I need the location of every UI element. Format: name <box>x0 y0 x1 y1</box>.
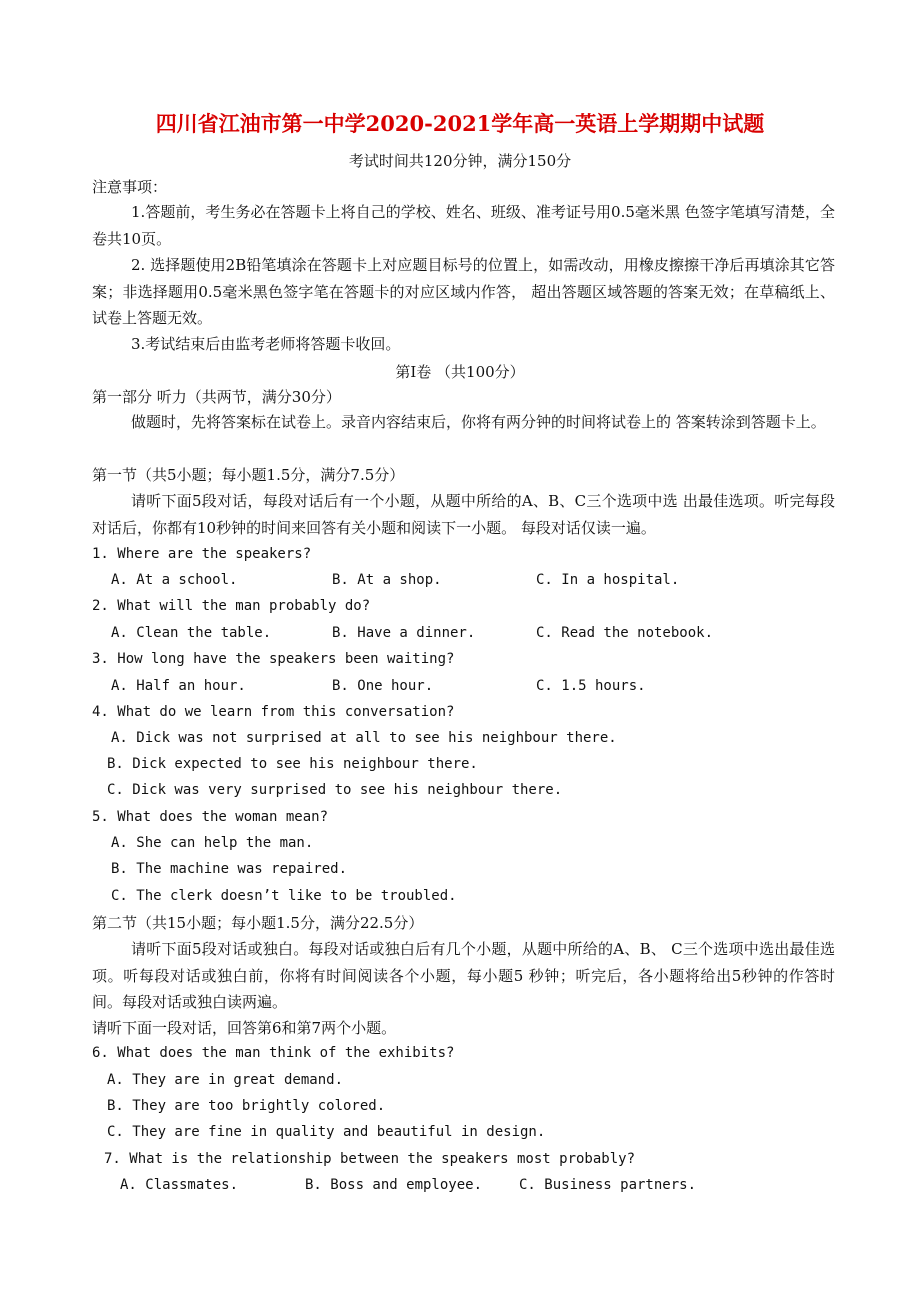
question-3-option-a: A. Half an hour. <box>111 678 246 694</box>
exam-subtitle: 考试时间共120分钟，满分150分 <box>348 152 572 170</box>
section2-instruction: 请听下面5段对话或独白。每段对话或独白后有几个小题，从题中所给的A、B、 C三个选项中选出最佳选项。听每段对话或独白前，你将有时间阅读各个小题，每小题5 秒钟；听完后，各小题将给出5秒钟的作答时间。每段对话或独白读两遍。 <box>92 940 835 1011</box>
question-1-option-a: A. At a school. <box>111 572 238 588</box>
question-6-stem: 6. What does the man think of the exhibits? <box>92 1045 455 1061</box>
notice-heading: 注意事项： <box>92 178 168 196</box>
question-2-stem: 2. What will the man probably do? <box>92 598 371 614</box>
question-2-option-a: A. Clean the table. <box>111 625 272 641</box>
notice-2: 2. 选择题使用2B铅笔填涂在答题卡上对应题目标号的位置上，如需改动，用橡皮擦擦干净后再填涂其它答案；非选择题用0.5毫米黑色签字笔在答题卡的对应区域内作答， 超出答题区域答题的答案无效；在草稿纸上、试卷上答题无效。 <box>92 256 835 327</box>
section1-heading: 第一节（共5小题；每小题1.5分，满分7.5分） <box>92 466 405 484</box>
question-1-option-b: B. At a shop. <box>332 572 442 588</box>
question-6-option-a: A. They are in great demand. <box>107 1072 344 1088</box>
question-5-option-b: B. The machine was repaired. <box>111 861 348 877</box>
question-2-option-b: B. Have a dinner. <box>332 625 476 641</box>
question-5-option-a: A. She can help the man. <box>111 835 314 851</box>
question-6-option-b: B. They are too brightly colored. <box>107 1098 386 1114</box>
question-4-stem: 4. What do we learn from this conversation? <box>92 704 455 720</box>
volume-heading: 第Ⅰ卷 （共100分） <box>395 363 525 381</box>
question-1-stem: 1. Where are the speakers? <box>92 546 312 562</box>
question-3-option-c: C. 1.5 hours. <box>536 678 646 694</box>
question-2-option-c: C. Read the notebook. <box>536 625 714 641</box>
question-4-option-c: C. Dick was very surprised to see his neighbour there. <box>107 782 563 798</box>
part1-heading: 第一部分 听力（共两节，满分30分） <box>92 388 341 406</box>
exam-title: 四川省江油市第一中学2020-2021学年高一英语上学期期中试题 <box>155 111 765 136</box>
question-3-stem: 3. How long have the speakers been waiting? <box>92 651 455 667</box>
question-4-option-b: B. Dick expected to see his neighbour there. <box>107 756 478 772</box>
question-5-option-c: C. The clerk doesn’t like to be troubled. <box>111 888 457 904</box>
question-4-option-a: A. Dick was not surprised at all to see his neighbour there. <box>111 730 617 746</box>
question-1-option-c: C. In a hospital. <box>536 572 680 588</box>
notice-1: 1.答题前，考生务必在答题卡上将自己的学校、姓名、班级、准考证号用0.5毫米黑 色签字笔填写清楚，全卷共10页。 <box>92 203 835 248</box>
question-6-option-c: C. They are fine in quality and beautiful in design. <box>107 1124 546 1140</box>
notice-3: 3.考试结束后由监考老师将答题卡收回。 <box>131 335 401 353</box>
part1-instruction: 做题时，先将答案标在试卷上。录音内容结束后，你将有两分钟的时间将试卷上的 答案转涂到答题卡上。 <box>131 413 826 431</box>
question-5-stem: 5. What does the woman mean? <box>92 809 329 825</box>
question-7-option-c: C. Business partners. <box>519 1177 697 1193</box>
section2-heading: 第二节（共15小题；每小题1.5分，满分22.5分） <box>92 914 424 932</box>
section1-instruction: 请听下面5段对话，每段对话后有一个小题，从题中所给的A、B、C三个选项中选 出最佳选项。听完每段对话后，你都有10秒钟的时间来回答有关小题和阅读下一小题。 每段对话仅读一遍。 <box>92 492 835 537</box>
question-7-option-b: B. Boss and employee. <box>305 1177 483 1193</box>
question-7-stem: 7. What is the relationship between the speakers most probably? <box>104 1151 636 1167</box>
question-7-option-a: A. Classmates. <box>120 1177 239 1193</box>
question-3-option-b: B. One hour. <box>332 678 434 694</box>
dialogue6-intro: 请听下面一段对话，回答第6和第7两个小题。 <box>92 1019 397 1037</box>
